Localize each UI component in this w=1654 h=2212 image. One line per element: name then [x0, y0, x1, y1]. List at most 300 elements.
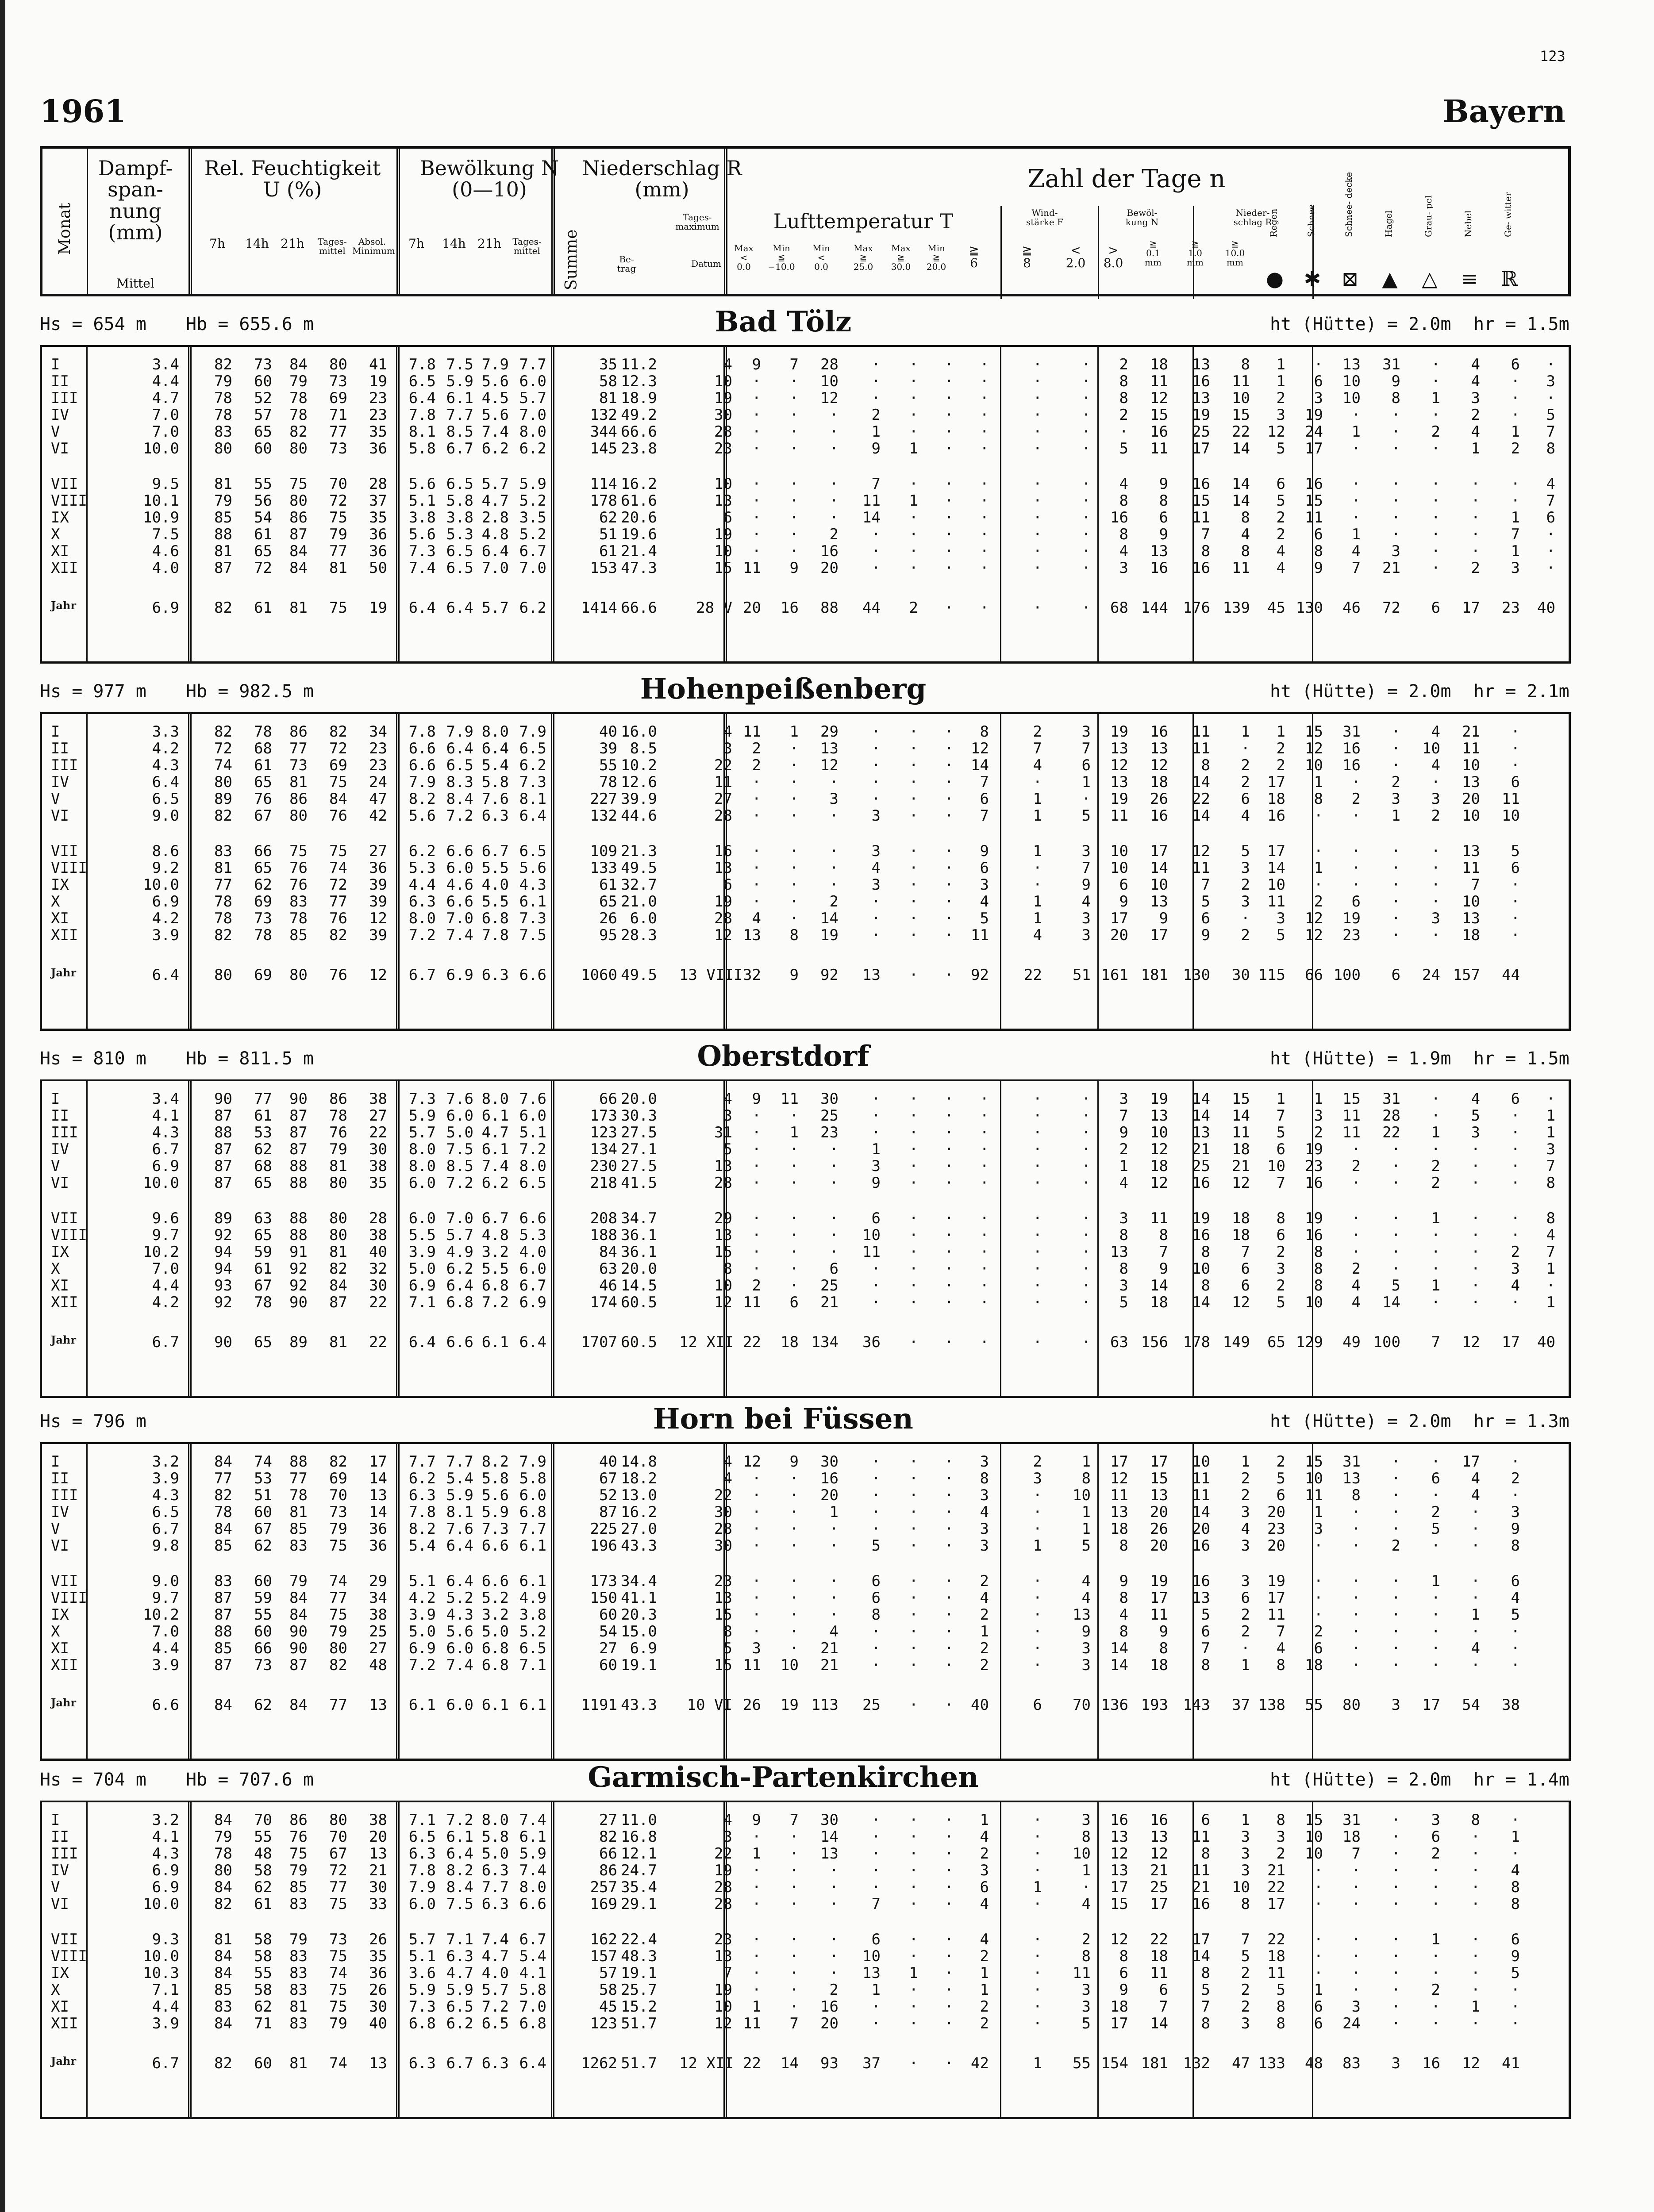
feuchte-cell: 83 [289, 1964, 308, 1982]
tage-cell: · [1351, 1895, 1361, 1913]
month-cell: XI [51, 1998, 69, 2016]
tage-cell: 19 [1192, 1210, 1210, 1227]
tage-cell: 4 [1241, 807, 1250, 825]
header-betrag: Be- trag [617, 254, 636, 274]
datum-cell: 12 [714, 1294, 732, 1311]
summe-cell: 81 [599, 389, 617, 407]
feuchte-cell: 82 [214, 1895, 232, 1913]
bewoelkung-cell: 4.4 [408, 876, 436, 894]
feuchte-cell: 70 [329, 1828, 347, 1846]
tage-cell: · [1471, 1260, 1480, 1278]
bewoelkung-cell: 6.8 [519, 1503, 546, 1521]
bewoelkung-cell: 8.4 [446, 1878, 473, 1896]
tage-cell: · [909, 2015, 918, 2032]
tage-cell: · [1351, 1981, 1361, 1999]
station-name: Bad Tölz [715, 305, 852, 338]
station-header [40, 1040, 1571, 1079]
tage-cell: 13 [1462, 910, 1480, 927]
table-row [42, 542, 1569, 559]
tage-cell: · [1511, 1845, 1520, 1863]
dampf-cell: 7.0 [152, 1260, 179, 1278]
tage-cell: 7 [1119, 1107, 1128, 1125]
table-row [42, 1623, 1569, 1640]
bewoelkung-cell: 6.7 [481, 842, 509, 860]
betrag-cell: 35.4 [621, 1878, 657, 1896]
betrag-cell: 19.1 [621, 1656, 657, 1674]
station-hs: Hs = 796 m [40, 1411, 146, 1432]
tage-cell: · [1081, 406, 1091, 424]
feuchte-cell: 35 [369, 423, 387, 441]
tage-cell: 2 [1241, 1623, 1250, 1640]
bewoelkung-cell: 7.2 [481, 1294, 509, 1311]
feuchte-cell: 74 [329, 1964, 347, 1982]
tage-cell: · [909, 1141, 918, 1158]
dampf-cell: 3.9 [152, 1656, 179, 1674]
tage-cell: 5 [1119, 1294, 1128, 1311]
bewoelkung-cell: 5.7 [481, 1981, 509, 1999]
tage-cell: 9 [1081, 1623, 1091, 1640]
tage-cell: · [1511, 1226, 1520, 1244]
month-cell: II [51, 1470, 69, 1487]
tage-cell: 11 [1192, 859, 1210, 877]
tage-cell: 3 [980, 1862, 989, 1879]
tage-cell: 7 [980, 807, 989, 825]
tage-cell: 3 [1314, 1520, 1323, 1538]
tage-cell: · [1391, 893, 1400, 910]
tage-cell: 3 [1119, 559, 1128, 577]
feuchte-cell: 85 [214, 1537, 232, 1555]
tage-cell: 13 [1342, 356, 1361, 373]
feuchte-cell: 36 [369, 526, 387, 543]
tage-cell: 7 [980, 773, 989, 791]
tage-cell: · [829, 423, 839, 441]
dampf-cell: 6.7 [152, 1141, 179, 1158]
month-cell: VI [51, 1537, 69, 1555]
datum-cell: 13 [714, 1157, 732, 1175]
tage-cell: · [829, 1878, 839, 1896]
bewoelkung-cell: 5.0 [408, 1623, 436, 1640]
tage-cell: · [1033, 559, 1042, 577]
tage-cell: 3 [1391, 790, 1400, 808]
summe-cell: 35 [599, 356, 617, 373]
feuchte-cell: 76 [329, 807, 347, 825]
tage-cell: · [1033, 492, 1042, 510]
tage-cell: · [871, 910, 881, 927]
tage-cell: · [1471, 1947, 1480, 1965]
tage-cell: · [1511, 492, 1520, 510]
tage-cell: 1 [1033, 807, 1042, 825]
tage-cell: 6 [1276, 475, 1285, 493]
bewoelkung-cell: 5.8 [519, 1981, 546, 1999]
tage-cell: · [944, 757, 954, 774]
month-cell: I [51, 1811, 60, 1829]
tage-cell: · [1391, 859, 1400, 877]
betrag-cell: 24.7 [621, 1862, 657, 1879]
tage-cell: 1 [1511, 1828, 1520, 1846]
feuchte-cell: 85 [214, 509, 232, 526]
station-header [40, 1761, 1571, 1801]
tage-cell: · [1471, 1931, 1480, 1948]
tage-cell: 13 [1462, 842, 1480, 860]
tage-cell: · [1351, 1174, 1361, 1192]
bewoelkung-cell: 6.4 [481, 542, 509, 560]
header-event-7: Ge- witter [1503, 192, 1513, 237]
tage-cell: 2 [1276, 1243, 1285, 1261]
bewoelkung-cell: 7.4 [519, 1811, 546, 1829]
tage-cell: 11 [1232, 373, 1250, 390]
tage-cell: · [909, 1640, 918, 1657]
tage-cell: · [1033, 373, 1042, 390]
tage-cell: 1 [1033, 790, 1042, 808]
summe-cell: 123 [590, 2015, 617, 2032]
tage-cell: 18 [1150, 1157, 1168, 1175]
tage-cell: 10 [1232, 1878, 1250, 1896]
tage-cell: · [909, 1811, 918, 1829]
betrag-cell: 60.5 [621, 1333, 657, 1351]
bewoelkung-cell: 5.2 [519, 526, 546, 543]
feuchte-cell: 62 [254, 1696, 272, 1714]
summe-cell: 109 [590, 842, 617, 860]
tage-cell: 21 [820, 1294, 839, 1311]
tage-cell: 3 [1081, 1981, 1091, 1999]
tage-cell: 6 [1314, 2015, 1323, 2032]
feuchte-cell: 38 [369, 1157, 387, 1175]
feuchte-cell: 78 [254, 723, 272, 741]
tage-cell: · [1033, 475, 1042, 493]
tage-cell: 20 [820, 2015, 839, 2032]
tage-cell: 1 [1511, 423, 1520, 441]
table-row [42, 526, 1569, 542]
tage-cell: 13 [1073, 1606, 1091, 1624]
month-cell: I [51, 1453, 60, 1471]
table-row [42, 423, 1569, 440]
dampf-cell: 6.9 [152, 599, 179, 617]
tage-cell: 6 [1314, 1640, 1323, 1657]
tage-cell: 17 [1110, 910, 1128, 927]
summe-cell: 62 [599, 509, 617, 526]
bewoelkung-cell: 6.1 [481, 1696, 509, 1714]
bewoelkung-cell: 6.4 [446, 599, 473, 617]
tage-cell: · [909, 1260, 918, 1278]
tage-cell: · [1081, 492, 1091, 510]
tage-cell: · [1351, 1931, 1361, 1948]
tage-cell: · [909, 1895, 918, 1913]
feuchte-cell: 19 [369, 599, 387, 617]
tage-cell: 130 [1296, 599, 1323, 617]
tage-cell: · [1391, 1141, 1400, 1158]
summe-cell: 61 [599, 542, 617, 560]
month-cell: VIII [51, 1226, 87, 1244]
tage-cell: 1 [1241, 1453, 1250, 1471]
tage-cell: 21 [1192, 1878, 1210, 1896]
summe-cell: 173 [590, 1572, 617, 1590]
tage-cell: 12 [1110, 1845, 1128, 1863]
tage-cell: 7 [1471, 876, 1480, 894]
feuchte-cell: 86 [289, 509, 308, 526]
feuchte-cell: 77 [214, 876, 232, 894]
tage-cell: 3 [1511, 1503, 1520, 1521]
summe-cell: 218 [590, 1174, 617, 1192]
tage-cell: 5 [1546, 406, 1555, 424]
tage-cell: · [1546, 356, 1555, 373]
feuchte-cell: 75 [289, 842, 308, 860]
dampf-cell: 4.7 [152, 389, 179, 407]
tage-cell: 18 [1150, 1656, 1168, 1674]
feuchte-cell: 77 [329, 423, 347, 441]
tage-cell: 3 [1241, 2015, 1250, 2032]
tage-cell: 2 [1276, 1277, 1285, 1294]
tage-cell: 5 [1276, 1294, 1285, 1311]
tage-cell: · [1431, 373, 1440, 390]
datum-cell: 30 [714, 406, 732, 424]
betrag-cell: 12.1 [621, 1845, 657, 1863]
tage-cell: 11 [1305, 1486, 1323, 1504]
dampf-cell: 3.9 [152, 926, 179, 944]
tage-cell: · [1391, 1157, 1400, 1175]
tage-cell: 5 [1119, 440, 1128, 457]
tage-cell: · [980, 1294, 989, 1311]
dampf-cell: 4.1 [152, 1107, 179, 1125]
feuchte-cell: 84 [214, 2015, 232, 2032]
feuchte-cell: 82 [329, 723, 347, 741]
tage-cell: 10 [1073, 1486, 1091, 1504]
tage-cell: 10 [781, 1656, 799, 1674]
tage-cell: · [1314, 1878, 1323, 1896]
tage-cell: · [789, 1878, 799, 1896]
tage-cell: 6 [980, 1878, 989, 1896]
tage-cell: · [789, 1606, 799, 1624]
bewoelkung-cell: 6.5 [446, 475, 473, 493]
tage-cell: · [789, 1243, 799, 1261]
bewoelkung-cell: 6.0 [519, 1260, 546, 1278]
bewoelkung-cell: 6.5 [481, 2015, 509, 2032]
dampf-cell: 10.0 [143, 1174, 179, 1192]
month-cell: V [51, 423, 60, 441]
tage-cell: 12 [1305, 926, 1323, 944]
bewoelkung-cell: 8.1 [408, 423, 436, 441]
feuchte-cell: 35 [369, 1947, 387, 1965]
bewoelkung-cell: 5.6 [481, 373, 509, 390]
feuchte-cell: 84 [289, 1606, 308, 1624]
tage-cell: 2 [980, 1947, 989, 1965]
tage-cell: · [829, 406, 839, 424]
tage-cell: · [752, 526, 761, 543]
tage-cell: 4 [1033, 757, 1042, 774]
station-block [40, 1761, 1571, 2119]
feuchte-cell: 69 [254, 893, 272, 910]
tage-cell: 25 [820, 1277, 839, 1294]
tage-cell: 8 [1314, 790, 1323, 808]
feuchte-cell: 61 [254, 599, 272, 617]
tage-cell: 3 [1241, 1503, 1250, 1521]
tage-cell: 10 [1110, 859, 1128, 877]
tage-cell: · [752, 859, 761, 877]
datum-cell: 19 [714, 389, 732, 407]
datum-cell: 29 [714, 1210, 732, 1227]
tage-cell: · [789, 1141, 799, 1158]
tage-cell: · [980, 389, 989, 407]
tage-cell: · [1351, 1878, 1361, 1896]
tage-cell: 4 [1276, 542, 1285, 560]
tage-cell: · [1033, 1141, 1042, 1158]
dampf-cell: 4.3 [152, 1845, 179, 1863]
betrag-cell: 29.1 [621, 1895, 657, 1913]
tage-cell: · [1081, 1226, 1091, 1244]
feuchte-cell: 78 [329, 1107, 347, 1125]
tage-cell: · [944, 1243, 954, 1261]
tage-cell: · [909, 807, 918, 825]
tage-cell: 55 [1305, 1696, 1323, 1714]
tage-cell: · [789, 1862, 799, 1879]
tage-cell: · [1033, 1090, 1042, 1108]
feuchte-cell: 82 [214, 1486, 232, 1504]
tage-cell: · [871, 740, 881, 757]
tage-cell: 17 [1502, 1333, 1520, 1351]
tage-cell: 30 [820, 1453, 839, 1471]
tage-cell: 11 [1110, 807, 1128, 825]
tage-cell: · [944, 1277, 954, 1294]
tage-cell: · [944, 542, 954, 560]
tage-cell: · [789, 1537, 799, 1555]
tage-cell: · [944, 389, 954, 407]
tage-cell: 9 [980, 842, 989, 860]
betrag-cell: 21.0 [621, 893, 657, 910]
feuchte-cell: 62 [254, 1141, 272, 1158]
tage-cell: 19 [1110, 723, 1128, 741]
tage-cell: · [829, 773, 839, 791]
tage-cell: 6 [829, 1260, 839, 1278]
tage-cell: 7 [1431, 1333, 1440, 1351]
tage-cell: · [1511, 1656, 1520, 1674]
bewoelkung-cell: 6.4 [481, 740, 509, 757]
tage-cell: 2 [829, 1981, 839, 1999]
tage-cell: · [871, 1294, 881, 1311]
tage-cell: · [1471, 1141, 1480, 1158]
tage-cell: · [909, 1157, 918, 1175]
table-row [42, 1572, 1569, 1589]
bewoelkung-cell: 7.7 [519, 1520, 546, 1538]
betrag-cell: 32.7 [621, 876, 657, 894]
bewoelkung-cell: 5.8 [446, 492, 473, 510]
tage-cell: · [1511, 2015, 1520, 2032]
tage-cell: 4 [1511, 1277, 1520, 1294]
tage-cell: · [944, 1606, 954, 1624]
tage-cell: 12 [820, 757, 839, 774]
scan-edge [0, 0, 5, 2212]
feuchte-cell: 48 [369, 1656, 387, 1674]
feuchte-cell: 36 [369, 1520, 387, 1538]
tage-cell: · [909, 1090, 918, 1108]
tage-cell: · [871, 723, 881, 741]
month-cell: IX [51, 509, 69, 526]
tage-cell: · [1391, 1572, 1400, 1590]
tage-cell: · [1391, 1243, 1400, 1261]
feuchte-cell: 84 [289, 542, 308, 560]
tage-cell: · [1391, 423, 1400, 441]
tage-cell: 83 [1342, 2055, 1361, 2072]
tage-cell: 10 [1305, 1294, 1323, 1311]
betrag-cell: 47.3 [621, 559, 657, 577]
tage-cell: · [909, 1520, 918, 1538]
tage-cell: 1 [1241, 723, 1250, 741]
tage-cell: · [871, 1845, 881, 1863]
tage-cell: · [944, 2055, 954, 2072]
tage-cell: · [871, 1656, 881, 1674]
feuchte-cell: 75 [329, 773, 347, 791]
bewoelkung-cell: 6.6 [446, 1333, 473, 1351]
bewoelkung-cell: 6.3 [481, 807, 509, 825]
tage-cell: · [944, 1157, 954, 1175]
feuchte-cell: 72 [329, 740, 347, 757]
summe-cell: 169 [590, 1895, 617, 1913]
tage-cell: 11 [743, 723, 761, 741]
bewoelkung-cell: 3.5 [519, 509, 546, 526]
feuchte-cell: 75 [289, 1845, 308, 1863]
betrag-cell: 36.1 [621, 1243, 657, 1261]
tage-cell: · [1033, 1828, 1042, 1846]
tage-cell: 2 [1081, 1931, 1091, 1948]
summe-cell: 162 [590, 1931, 617, 1948]
tage-cell: 3 [829, 790, 839, 808]
tage-cell: · [1431, 1537, 1440, 1555]
month-cell: Jahr [51, 2055, 76, 2067]
tage-cell: 16 [1305, 1226, 1323, 1244]
tage-cell: · [1391, 475, 1400, 493]
tage-cell: 7 [1033, 740, 1042, 757]
tage-cell: · [789, 509, 799, 526]
tage-cell: · [829, 1589, 839, 1607]
feuchte-cell: 82 [214, 356, 232, 373]
month-cell: Jahr [51, 1696, 76, 1709]
tage-cell: 6 [871, 1572, 881, 1590]
tage-cell: · [789, 757, 799, 774]
feuchte-cell: 21 [369, 1862, 387, 1879]
bewoelkung-cell: 5.6 [446, 1623, 473, 1640]
feuchte-cell: 69 [329, 389, 347, 407]
tage-cell: · [1511, 1210, 1520, 1227]
tage-cell: · [944, 1141, 954, 1158]
tage-cell: 14 [1232, 1107, 1250, 1125]
feuchte-cell: 84 [214, 1811, 232, 1829]
tage-cell: · [944, 1623, 954, 1640]
tage-cell: 40 [971, 1696, 989, 1714]
tage-cell: · [1431, 1453, 1440, 1471]
feuchte-cell: 53 [254, 1470, 272, 1487]
tage-cell: · [1546, 1090, 1555, 1108]
tage-cell: · [1471, 1210, 1480, 1227]
tage-cell: 1 [980, 1623, 989, 1640]
datum-cell: 23 [714, 1572, 732, 1590]
tage-cell: 1 [1391, 807, 1400, 825]
tage-cell: · [944, 1895, 954, 1913]
tage-cell: 8 [1201, 1243, 1210, 1261]
table-row [42, 1828, 1569, 1845]
header-monat: Monat [56, 203, 74, 255]
tage-cell: 17 [1462, 599, 1480, 617]
tage-cell: · [909, 1243, 918, 1261]
tage-cell: 8 [980, 723, 989, 741]
feuchte-cell: 70 [329, 1486, 347, 1504]
bewoelkung-cell: 6.8 [519, 2015, 546, 2032]
summe-cell: 150 [590, 1589, 617, 1607]
feuchte-cell: 38 [369, 1811, 387, 1829]
tage-cell: · [1351, 492, 1361, 510]
header-niederschlag: Niederschlag R (mm) [582, 156, 742, 202]
feuchte-cell: 78 [214, 389, 232, 407]
tage-cell: 16 [1192, 475, 1210, 493]
dampf-cell: 9.3 [152, 1931, 179, 1948]
bewoelkung-cell: 5.7 [408, 1124, 436, 1141]
